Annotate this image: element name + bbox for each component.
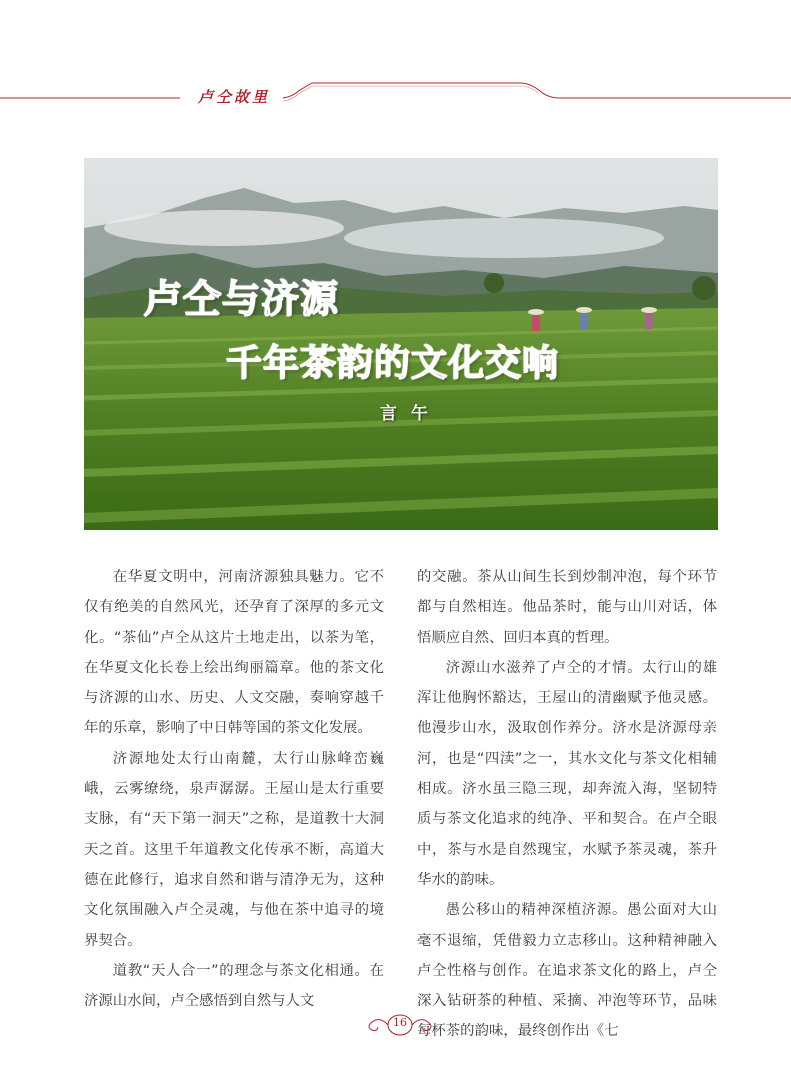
hero-title-line2: 千年茶韵的文化交响 [226, 343, 560, 384]
paragraph: 在华夏文明中，河南济源独具魅力。它不仅有绝美的自然风光，还孕育了深厚的多元文化。“茶仙”卢仝从这片土地走出，以茶为笔，在华夏文化长卷上绘出绚丽篇章。他的茶文化与济源的山水、历史、人文交融，奏响穿越千年的乐章，影响了中日韩等国的茶文化发展。 [84, 569, 384, 737]
article-column-left [84, 562, 384, 1016]
paragraph-continuation: 的交融。茶从山间生长到炒制冲泡，每个环节都与自然相连。他品茶时，能与山川对话，体悟顺应自然、回归本真的哲理。 [417, 569, 717, 646]
paragraph: 济源山水滋养了卢仝的才情。太行山的雄浑让他胸怀豁达，王屋山的清幽赋予他灵感。他漫步山水，汲取创作养分。济水是济源母亲河，也是“四渎”之一，其水文化与茶文化相辅相成。济水虽三隐三现，却奔流入海，坚韧特质与茶文化追求的纯净、平和契合。在卢仝眼中，茶与水是自然瑰宝，水赋予茶灵魂，茶升华水的韵味。 [417, 659, 717, 888]
header-divider [0, 0, 791, 120]
paragraph: 愚公移山的精神深植济源。愚公面对大山毫不退缩，凭借毅力立志移山。这种精神融入卢仝性格与创作。在追求茶文化的路上，卢仝深入钻研茶的种植、采摘、冲泡等环节，品味每杯茶的韵味，最终创作出《七 [417, 902, 717, 1040]
section-title: 卢仝故里 [198, 88, 271, 106]
article-column-right [417, 562, 717, 1047]
paragraph: 济源地处太行山南麓，太行山脉峰峦巍峨，云雾缭绕，泉声潺潺。王屋山是太行重要支脉，有“天下第一洞天”之称，是道教十大洞天之首。这里千年道教文化传承不断，高道大德在此修行，追求自然和谐与清净无为，这种文化氛围融入卢仝灵魂，与他在茶中追寻的境界契合。 [84, 750, 384, 949]
paragraph: 道教“天人合一”的理念与茶文化相通。在济源山水间，卢仝感悟到自然与人文 [84, 962, 384, 1010]
page-number-ornament [360, 1012, 440, 1038]
hero-title-line1: 卢仝与济源 [144, 277, 340, 321]
author-name: 言午 [380, 404, 442, 424]
hero-image [84, 158, 718, 530]
page-number: 16 [393, 1016, 407, 1029]
